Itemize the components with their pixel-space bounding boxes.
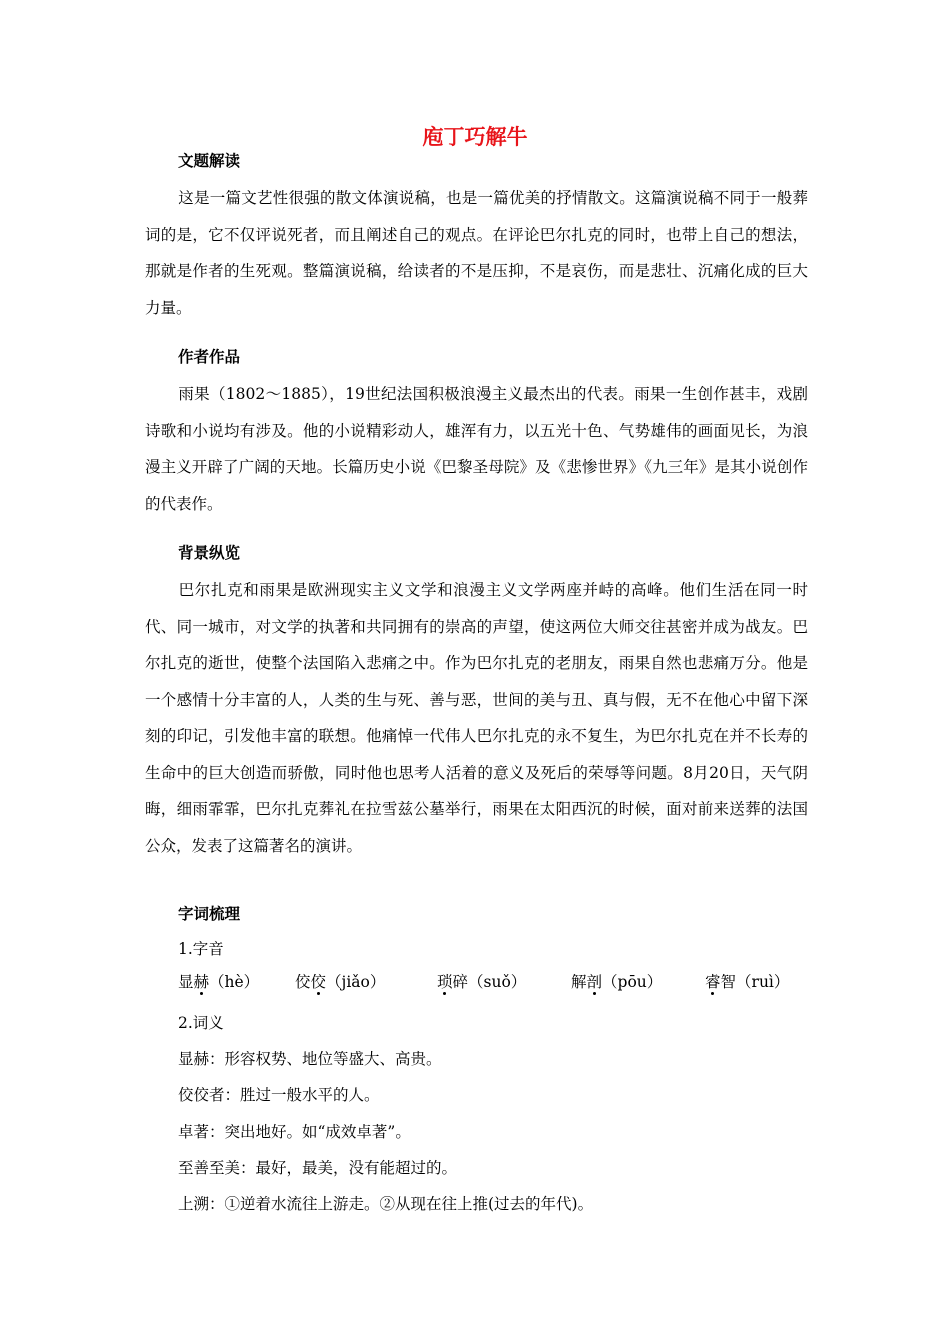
definition-line: 卓著：突出地好。如“成效卓著”。 (178, 1123, 411, 1141)
paragraph-text: 雨果（1802～1885），19世纪法国积极浪漫主义最杰出的代表。雨果一生创作甚丰，戏剧诗歌和小说均有涉及。他的小说精彩动人，雄浑有力，以五光十色、气势雄伟的画面见长，为浪漫主义开辟了广阔的天地。长篇历史小说《巴黎圣母院》及《悲惨世界》《九三年》是其小说创作的代表作。 (145, 385, 808, 513)
meaning-label: 2.词义 (178, 1014, 224, 1032)
pronunciation-item: 显赫（hè） (178, 973, 260, 991)
section-heading-author: 作者作品 (178, 348, 241, 366)
paragraph-text: 巴尔扎克和雨果是欧洲现实主义文学和浪漫主义文学两座并峙的高峰。他们生活在同一时代、同一城市，对文学的执著和共同拥有的崇高的声望，使这两位大师交往甚密并成为战友。巴尔扎克的逝世，使整个法国陷入悲痛之中。作为巴尔扎克的老朋友，雨果自然也悲痛万分。他是一个感情十分丰富的人，人类的生与死、善与恶，世间的美与丑、真与假，无不在他心中留下深刻的印记，引发他丰富的联想。他痛悼一代伟人巴尔扎克的永不复生，为巴尔扎克在并不长寿的生命中的巨大创造而骄傲，同时他也思考人活着的意义及死后的荣辱等问题。8月20日，天气阴晦，细雨霏霏，巴尔扎克葬礼在拉雪兹公墓举行，雨果在太阳西沉的时候，面对前来送葬的法国公众，发表了这篇著名的演讲。 (145, 581, 808, 855)
pronunciation-item: 解剖（pōu） (571, 973, 663, 991)
section-paragraph-intro (145, 180, 808, 326)
definition-line: 上溯：①逆着水流往上游走。②从现在往上推(过去的年代)。 (178, 1195, 594, 1213)
section-paragraph-background (145, 572, 808, 864)
paragraph-text: 这是一篇文艺性很强的散文体演说稿，也是一篇优美的抒情散文。这篇演说稿不同于一般葬词的是，它不仅评说死者，而且阐述自己的观点。在评论巴尔扎克的同时，也带上自己的想法，那就是作者的生死观。整篇演说稿，给读者的不是压抑，不是哀伤，而是悲壮、沉痛化成的巨大力量。 (145, 189, 808, 317)
section-heading-background: 背景纵览 (178, 544, 241, 562)
pronunciation-item: 睿智（ruì） (705, 973, 790, 991)
section-heading-vocabulary: 字词梳理 (178, 905, 241, 923)
page-title: 庖丁巧解牛 (422, 125, 528, 149)
definition-line: 显赫：形容权势、地位等盛大、高贵。 (178, 1050, 442, 1068)
pronunciation-item: 琐碎（suǒ） (437, 973, 527, 991)
section-paragraph-author (145, 376, 808, 522)
pronunciation-item: 佼佼（jiǎo） (295, 973, 386, 991)
definition-line: 佼佼者：胜过一般水平的人。 (178, 1086, 380, 1104)
definition-line: 至善至美：最好，最美，没有能超过的。 (178, 1159, 458, 1177)
section-heading-intro: 文题解读 (178, 152, 241, 170)
pronunciation-label: 1.字音 (178, 940, 224, 958)
